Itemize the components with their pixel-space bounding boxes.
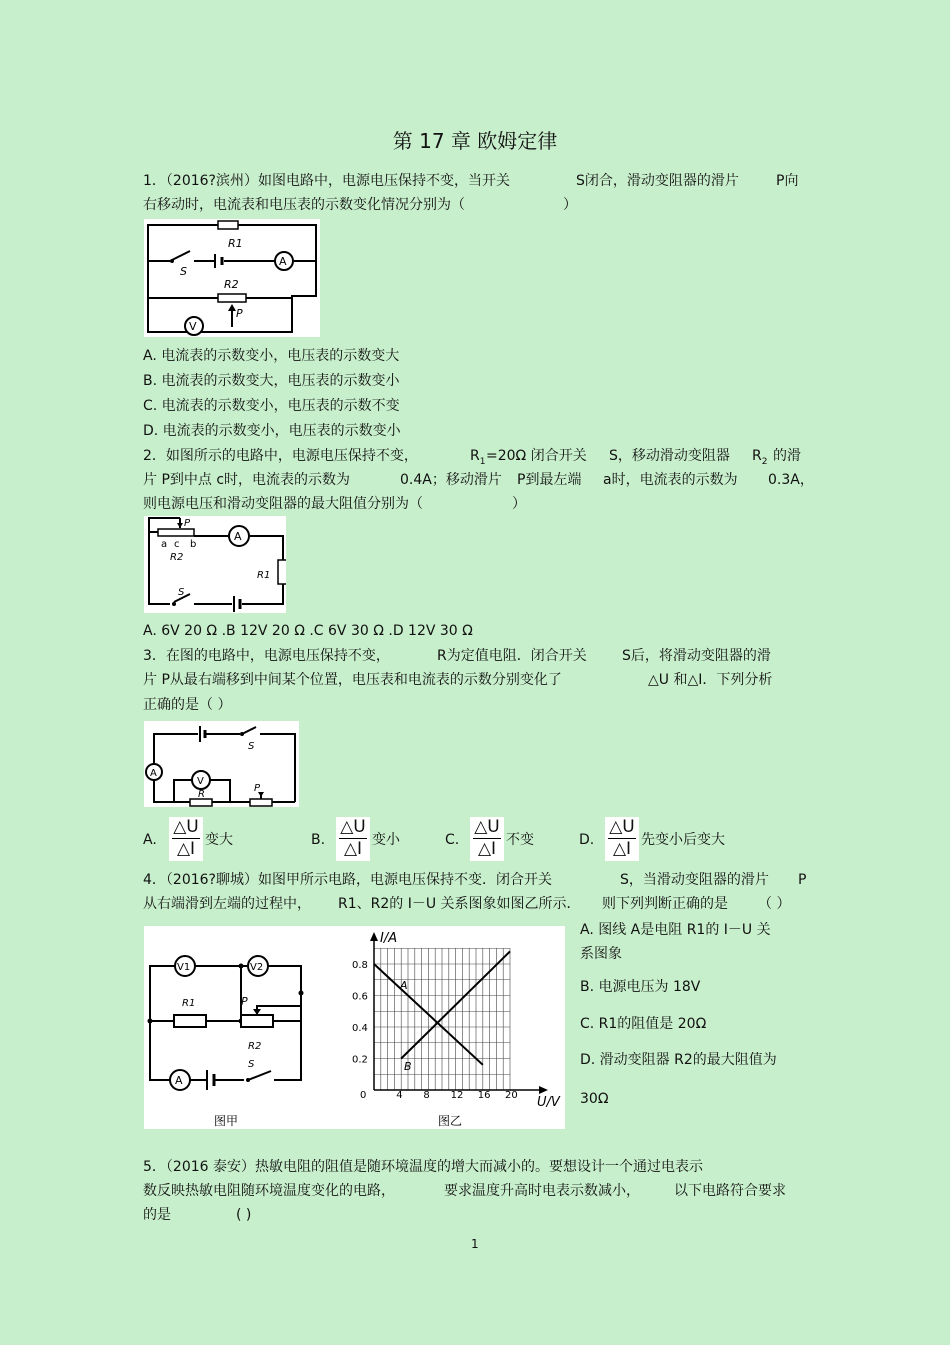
q3-text-1c: S后，将滑动变阻器的滑 bbox=[622, 648, 771, 664]
q3-text-1b: R为定值电阻．闭合开关 bbox=[437, 648, 587, 664]
q3-voltmeter-label: V bbox=[197, 776, 204, 787]
q4-text-1c: P bbox=[798, 872, 807, 888]
q4-option-d-2: 30Ω bbox=[580, 1091, 609, 1107]
q3-option-d-text: 先变小后变大 bbox=[641, 832, 725, 848]
q4-fig-a-caption: 图甲 bbox=[214, 1114, 239, 1128]
q4-ylabel: I/A bbox=[380, 931, 398, 946]
q1-text-2b: ） bbox=[563, 197, 577, 213]
q3-option-a-fraction bbox=[169, 817, 203, 861]
q2-text-1c: =20Ω 闭合开关 bbox=[486, 448, 587, 464]
q3-option-b-letter: B. bbox=[311, 832, 326, 848]
q4-v1-label: V1 bbox=[177, 962, 191, 973]
q1-voltmeter-label: V bbox=[189, 320, 197, 333]
q2-text-1a: 2．如图所示的电路中，电源电压保持不变， bbox=[143, 448, 418, 464]
q2-text-1d: S，移动滑动变阻器 bbox=[609, 448, 730, 464]
q2-r1: $R_1$ bbox=[470, 448, 486, 467]
q2-c-label: c bbox=[174, 539, 180, 550]
q4-yticks bbox=[352, 960, 368, 1066]
q3-circuit-diagram bbox=[144, 721, 299, 807]
q4-r1-label: R1 bbox=[182, 998, 196, 1009]
q3-text-2b: △U 和△I．下列分析 bbox=[648, 672, 773, 688]
q2-text-2d: a时，电流表的示数为 bbox=[603, 472, 738, 488]
q3-option-c-letter: C. bbox=[445, 832, 460, 848]
q4-xticks bbox=[360, 1090, 518, 1101]
q4-text-1a: 4．（2016?聊城）如图甲所示电路，电源电压保持不变．闭合开关 bbox=[143, 872, 552, 888]
q2-answer-options: A. 6V 20 Ω .B 12V 20 Ω .C 6V 30 Ω .D 12V 30 Ω bbox=[143, 623, 473, 639]
q2-text-3b: ） bbox=[512, 496, 526, 512]
q3-ammeter-label: A bbox=[150, 768, 157, 779]
q3-text-2a: 片 P从最右端移到中间某个位置，电压表和电流表的示数分别变化了 bbox=[143, 672, 562, 688]
fraction-denominator: △I bbox=[477, 839, 497, 859]
q4-v2-label: V2 bbox=[250, 962, 264, 973]
q1-option-a: A. 电流表的示数变小，电压表的示数变大 bbox=[143, 348, 400, 364]
fraction-numerator: △U bbox=[474, 817, 500, 837]
fraction-denominator: △I bbox=[612, 839, 632, 859]
q1-text-1a: 1．（2016?滨州）如图电路中，电源电压保持不变，当开关 bbox=[143, 173, 510, 189]
q2-b-label: b bbox=[190, 539, 197, 550]
y-tick-label: 0.4 bbox=[352, 1023, 368, 1034]
y-tick-label: 0.8 bbox=[352, 960, 368, 971]
q5-text-1: 5．（2016 泰安）热敏电阻的阻值是随环境温度的增大而减小的。要想设计一个通过电表示 bbox=[143, 1159, 703, 1175]
x-tick-label: 0 bbox=[360, 1090, 367, 1101]
q1-option-c: C. 电流表的示数变小，电压表的示数不变 bbox=[143, 398, 400, 414]
y-tick-label: 0.2 bbox=[352, 1054, 368, 1066]
fraction-numerator: △U bbox=[340, 817, 366, 837]
q1-text-1b: S闭合，滑动变阻器的滑片 bbox=[576, 173, 739, 189]
q3-option-b-text: 变小 bbox=[372, 832, 400, 848]
q4-text-2a: 从右端滑到左端的过程中， bbox=[143, 896, 311, 912]
q4-text-2d: （ ） bbox=[758, 896, 791, 912]
q2-text-2b: 0.4A；移动滑片 bbox=[400, 472, 502, 488]
q2-a-label: a bbox=[161, 539, 168, 550]
q1-p-label: P bbox=[236, 307, 243, 320]
q4-option-a-1: A. 图线 A是电阻 R1的 I－U 关 bbox=[580, 922, 771, 938]
q2-p-label: P bbox=[184, 518, 191, 529]
q3-text-1a: 3．在图的电路中，电源电压保持不变， bbox=[143, 648, 390, 664]
q2-r1-label: R1 bbox=[257, 570, 271, 581]
fraction-numerator: △U bbox=[609, 817, 635, 837]
q5-text-2a: 数反映热敏电阻随环境温度变化的电路， bbox=[143, 1183, 395, 1199]
q3-text-3: 正确的是（ ） bbox=[143, 697, 232, 713]
q4-option-d-1: D. 滑动变阻器 R2的最大阻值为 bbox=[580, 1052, 777, 1068]
q4-p-label: P bbox=[241, 995, 248, 1008]
q4-text-2c: 则下列判断正确的是 bbox=[602, 896, 728, 912]
q5-text-2b: 要求温度升高时电表示数减小， bbox=[444, 1183, 640, 1199]
q4-text-2b: R1、R2的 I－U 关系图象如图乙所示． bbox=[338, 896, 581, 912]
x-tick-label: 8 bbox=[423, 1090, 430, 1101]
q2-text-2a: 片 P到中点 c时，电流表的示数为 bbox=[143, 472, 351, 488]
q1-r2-label: R2 bbox=[224, 278, 239, 291]
q2-r2-label: R2 bbox=[170, 552, 184, 563]
q3-option-a-letter: A. bbox=[143, 832, 157, 848]
q4-s-label: S bbox=[248, 1059, 255, 1070]
page-number: 1 bbox=[471, 1237, 479, 1251]
q5-text-2c: 以下电路符合要求 bbox=[674, 1183, 786, 1199]
q2-s-label: S bbox=[178, 587, 185, 598]
q4-r2-label: R2 bbox=[248, 1041, 262, 1052]
q5-text-3b: ( ) bbox=[236, 1207, 252, 1223]
q4-option-b: B. 电源电压为 18V bbox=[580, 979, 701, 995]
fraction-numerator: △U bbox=[173, 817, 199, 837]
y-tick-label: 0.6 bbox=[352, 991, 368, 1003]
q1-option-d: D. 电流表的示数变小，电压表的示数变小 bbox=[143, 423, 401, 439]
q2-text-3a: 则电源电压和滑动变阻器的最大阻值分别为（ bbox=[143, 496, 423, 512]
q3-p-label: P bbox=[254, 783, 261, 794]
q4-line-a-label: A bbox=[400, 979, 408, 992]
x-tick-label: 20 bbox=[505, 1090, 518, 1101]
q3-r-label: R bbox=[198, 789, 205, 800]
q2-text-2e: 0.3A， bbox=[768, 472, 814, 488]
q1-text-1c: P向 bbox=[776, 173, 799, 189]
x-tick-label: 16 bbox=[477, 1090, 491, 1101]
q1-text-2a: 右移动时，电流表和电压表的示数变化情况分别为（ bbox=[143, 197, 465, 213]
q2-r2: $R_2$ bbox=[752, 448, 768, 467]
q4-line-b-label: B bbox=[404, 1060, 412, 1073]
q1-ammeter-label: A bbox=[279, 255, 287, 268]
q4-xlabel: U/V bbox=[537, 1095, 560, 1110]
fraction-denominator: △I bbox=[343, 839, 363, 859]
q4-fig-b-caption: 图乙 bbox=[438, 1114, 463, 1128]
q1-s-label: S bbox=[180, 265, 187, 278]
q4-ammeter-label: A bbox=[175, 1074, 183, 1087]
q3-option-d-fraction bbox=[605, 817, 639, 861]
q3-option-c-fraction bbox=[470, 817, 504, 861]
q5-text-3a: 的是 bbox=[143, 1207, 171, 1223]
q3-option-a-text: 变大 bbox=[205, 832, 233, 848]
q2-text-1f: 的滑 bbox=[773, 448, 801, 464]
x-tick-label: 12 bbox=[450, 1090, 464, 1101]
chapter-title: 第 17 章 欧姆定律 bbox=[392, 129, 558, 153]
q1-circuit-diagram bbox=[144, 219, 320, 337]
fraction-denominator: △I bbox=[176, 839, 196, 859]
q2-text-2c: P到最左端 bbox=[517, 472, 582, 488]
q4-option-a-2: 系图象 bbox=[580, 946, 622, 962]
q2-meter-label: A bbox=[234, 530, 242, 543]
q3-s-label: S bbox=[248, 741, 255, 752]
q4-figures bbox=[144, 926, 565, 1129]
q3-option-d-letter: D. bbox=[579, 832, 595, 848]
q2-circuit-diagram bbox=[144, 516, 286, 613]
x-tick-label: 4 bbox=[396, 1090, 403, 1101]
q4-option-c: C. R1的阻值是 20Ω bbox=[580, 1016, 707, 1032]
q3-option-b-fraction bbox=[336, 817, 370, 861]
q1-option-b: B. 电流表的示数变大，电压表的示数变小 bbox=[143, 373, 400, 389]
q3-option-c-text: 不变 bbox=[506, 832, 534, 848]
q1-r1-label: R1 bbox=[228, 237, 243, 250]
q4-text-1b: S，当滑动变阻器的滑片 bbox=[620, 872, 769, 888]
